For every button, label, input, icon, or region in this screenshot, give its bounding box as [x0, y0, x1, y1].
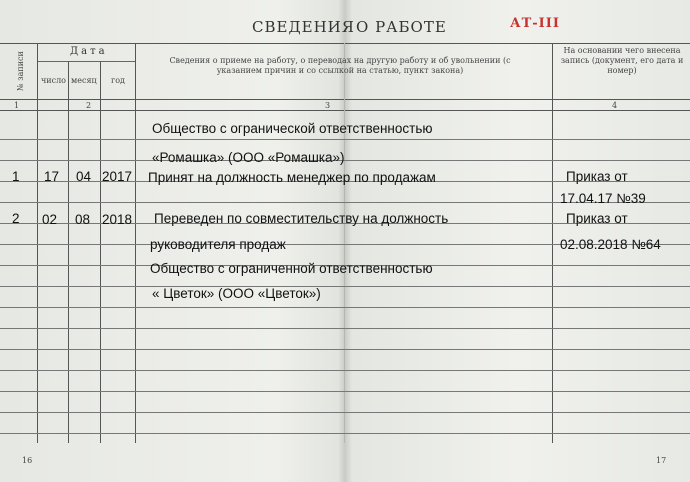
entry-text-5: руководителя продаж: [150, 237, 286, 252]
header-year: год: [111, 76, 125, 85]
ruling-line: [0, 307, 690, 308]
series-stamp: АТ-III: [510, 16, 560, 31]
col-divider-2: [68, 61, 69, 443]
record-number-1: 1: [12, 169, 20, 184]
record-month-2: 08: [75, 212, 91, 227]
column-number-line: [0, 110, 690, 111]
ruling-line: [0, 433, 690, 434]
ruling-line: [0, 412, 690, 413]
record-year-2: 2018: [102, 212, 133, 227]
ruling-line: [0, 370, 690, 371]
title-right: О РАБОТЕ: [356, 18, 447, 36]
record-number-2: 2: [12, 211, 20, 226]
entry-text-4: Переведен по совместительству на должность: [154, 211, 449, 226]
record-day-2: 02: [42, 212, 58, 227]
date-subheader-line: [37, 61, 135, 62]
record-day-1: 17: [44, 169, 60, 184]
ruling-line: [0, 160, 690, 161]
col-divider-3: [100, 61, 101, 443]
col-num-4: 4: [612, 101, 618, 110]
title-left: СВЕДЕНИЯ: [252, 18, 355, 36]
col-divider-1: [37, 43, 38, 443]
ruling-line: [0, 349, 690, 350]
col-num-1: 1: [14, 101, 20, 110]
col-num-2: 2: [86, 101, 92, 110]
header-day: число: [41, 76, 66, 85]
header-month: месяц: [71, 76, 97, 85]
col-divider-5: [552, 43, 553, 443]
header-record-number: № записи: [16, 51, 25, 91]
basis-2a: Приказ от: [566, 211, 628, 226]
entry-text-7: « Цветок» (ООО «Цветок»): [152, 286, 321, 301]
header-bottom-line: [0, 99, 690, 100]
col-num-3: 3: [325, 101, 331, 110]
entry-text-3: Принят на должность менеджер по продажам: [148, 170, 436, 185]
page-number-left: 16: [22, 456, 33, 465]
ruling-line: [0, 328, 690, 329]
col-divider-4: [135, 43, 136, 443]
ruling-line: [0, 391, 690, 392]
entry-text-6: Общество с ограниченной ответственностью: [150, 261, 433, 276]
basis-1a: Приказ от: [566, 169, 628, 184]
ruling-line: [0, 139, 690, 140]
header-info: Сведения о приеме на работу, о переводах на другую работу и об увольнении (с указанием причин и со ссылкой на статью, пункт закона): [169, 56, 511, 75]
header-date: Дата: [70, 46, 108, 57]
basis-1b: 17.04.17 №39: [560, 191, 646, 206]
record-year-1: 2017: [102, 169, 133, 184]
page-fold: [344, 43, 345, 443]
header-basis: На основании чего внесена запись (документ, его дата и номер): [560, 46, 684, 75]
record-month-1: 04: [76, 169, 92, 184]
entry-text-2: «Ромашка» (ООО «Ромашка»): [152, 150, 345, 165]
basis-2b: 02.08.2018 №64: [560, 237, 661, 252]
entry-text-1: Общество с ограничеcкой ответственностью: [152, 121, 433, 136]
header-top-line: [0, 43, 690, 44]
ruling-line: [0, 286, 690, 287]
page-number-right: 17: [656, 456, 667, 465]
